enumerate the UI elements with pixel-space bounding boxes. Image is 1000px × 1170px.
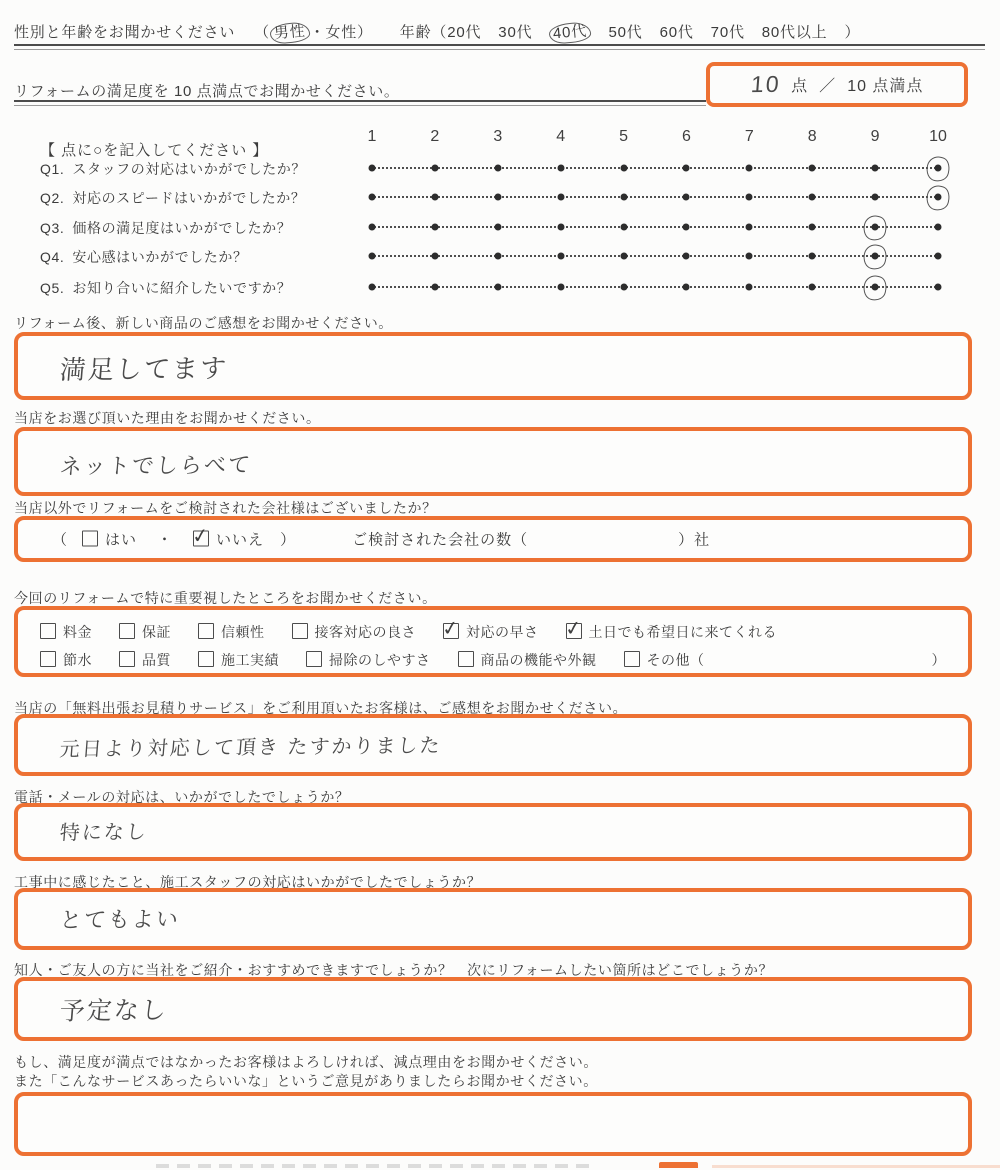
checkbox-label: 商品の機能や外観 [480, 652, 597, 668]
rating-dot [431, 284, 438, 291]
other-close-paren: ） [931, 652, 946, 668]
rating-dot [935, 253, 942, 260]
priorities-row2 [40, 650, 946, 670]
rating-instruction: 【 点に○を記入してください 】 [40, 142, 269, 159]
score-max-label: 10 点満点 [847, 78, 924, 95]
age-option: 20代 [447, 24, 482, 41]
rating-dot [683, 224, 690, 231]
checkbox-unchecked [198, 651, 214, 667]
rating-dotted-line [374, 226, 936, 228]
rating-question-label [40, 159, 306, 179]
checkbox-item [119, 622, 171, 642]
reason-label: 当店をお選び頂いた理由をお聞かせください。 [14, 410, 321, 426]
rating-dot [557, 165, 564, 172]
rating-question-id: Q5. [40, 280, 65, 296]
rating-question-id: Q3. [40, 220, 65, 236]
rating-dot [369, 253, 376, 260]
checkbox-item [292, 622, 417, 642]
rating-question-text: スタッフの対応はいかがでしたか？ [72, 161, 306, 177]
rating-dotted-line [374, 255, 936, 257]
scale-number: 7 [744, 128, 754, 145]
competitors-label: 当店以外でリフォームをご検討された会社様はございましたか？ [14, 500, 437, 516]
rating-dot [494, 194, 501, 201]
estimate-service-answer-box [14, 714, 972, 776]
rating-dot [620, 253, 627, 260]
yes-checkbox [82, 531, 98, 547]
rating-dot [935, 284, 942, 291]
checkbox-item [198, 650, 279, 670]
competitors-yes: はい [82, 529, 137, 550]
rating-dot [746, 194, 753, 201]
deduction-label-line1: もし、満足度が満点ではなかったお客様はよろしければ、減点理由をお聞かせください。 [14, 1054, 598, 1070]
bottom-cutoff-orange-mark [659, 1162, 698, 1168]
gender-age-question [14, 21, 860, 43]
checkbox-label: 接客対応の良さ [314, 624, 416, 640]
rating-dot [683, 165, 690, 172]
deduction-answer-box [14, 1092, 972, 1156]
checkbox-label: 施工実績 [221, 652, 279, 668]
age-group: 年齢（20代 30代 40代 50代 60代 70代 80代以上 ） [400, 24, 860, 41]
rating-scale [372, 186, 938, 208]
checkbox-unchecked [119, 651, 135, 667]
score-circle-mark [924, 183, 952, 213]
rating-dot [494, 284, 501, 291]
checkbox-unchecked [306, 651, 322, 667]
scale-number: 2 [430, 128, 440, 145]
rating-dot [809, 253, 816, 260]
rating-dot [809, 224, 816, 231]
rating-dot [369, 165, 376, 172]
competitors-no: ✓ いいえ [193, 529, 264, 550]
gender-age-label: 性別と年齢をお聞かせください [14, 24, 236, 41]
bottom-cutoff-text [156, 1164, 596, 1168]
rating-question-text: お知り合いに紹介したいですか？ [72, 280, 292, 296]
checkbox-item [443, 622, 539, 642]
rating-question-text: 価格の満足度はいかがでしたか？ [72, 220, 292, 236]
rating-question-label [40, 188, 305, 208]
rating-dot [746, 224, 753, 231]
no-checkbox [193, 531, 209, 547]
checkbox-item [119, 650, 171, 670]
age-option-selected: 40代 [549, 21, 593, 45]
priorities-label: 今回のリフォームで特に重要視したところをお聞かせください。 [14, 590, 437, 606]
rating-scale [372, 216, 938, 238]
rating-dot [494, 253, 501, 260]
scale-number: 8 [807, 128, 817, 145]
rating-row [40, 276, 940, 298]
rating-question-id: Q2. [40, 190, 65, 206]
checkbox-label: 保証 [142, 624, 171, 640]
rating-dot [872, 165, 879, 172]
satisfaction-score-box: 10 点 ／ 10 点満点 [706, 62, 968, 107]
referral-answer: 予定なし [58, 996, 169, 1026]
rating-dot [431, 194, 438, 201]
rating-dot [746, 253, 753, 260]
checkbox-unchecked [40, 651, 56, 667]
rating-question-text: 安心感はいかがでしたか？ [72, 249, 248, 265]
competitors-row: （ はい ・ ✓ いいえ ） ご検討された会社の数（ ）社 [52, 529, 948, 550]
rating-question-id: Q4. [40, 249, 65, 265]
impression-answer: 満足してます [58, 353, 230, 385]
checkbox-unchecked [458, 651, 474, 667]
impression-answer-box [14, 332, 972, 400]
rating-dot [494, 224, 501, 231]
checkbox-item [458, 650, 597, 670]
rating-dot [557, 284, 564, 291]
rating-dot [431, 165, 438, 172]
score-circle-mark [924, 154, 952, 184]
scale-number: 5 [619, 128, 628, 145]
scale-number: 3 [493, 128, 503, 145]
gender-group: （ 男性 ・女性） [254, 24, 378, 41]
rating-dot [369, 224, 376, 231]
rating-scale [372, 157, 938, 179]
impression-label: リフォーム後、新しい商品のご感想をお聞かせください。 [14, 315, 393, 331]
checkbox-item [40, 622, 92, 642]
rating-dot [620, 224, 627, 231]
rating-dot [746, 284, 753, 291]
rating-dot [369, 284, 376, 291]
checkbox-item [306, 650, 431, 670]
rating-scale [372, 245, 938, 267]
header-divider [14, 44, 985, 50]
priorities-row1 [40, 622, 946, 642]
scale-number: 6 [681, 128, 691, 145]
rating-scale [372, 276, 938, 298]
rating-question-label [40, 247, 248, 267]
rating-dot [369, 194, 376, 201]
checkbox-unchecked [119, 623, 135, 639]
reason-answer-box [14, 427, 972, 496]
checkbox-label: 節水 [63, 652, 92, 668]
age-option: 80代以上 [761, 24, 828, 41]
age-option: 50代 [608, 24, 643, 41]
company-count-value [528, 538, 678, 540]
checkbox-checked [566, 623, 582, 639]
rating-question-label [40, 218, 291, 238]
referral-answer-box [14, 977, 972, 1041]
rating-dot [809, 194, 816, 201]
reason-answer: ネットでしらべて [58, 451, 253, 480]
satisfaction-question: リフォームの満足度を 10 点満点でお聞かせください。 [14, 83, 400, 100]
rating-dot [620, 194, 627, 201]
phone-mail-label: 電話・メールの対応は、いかがでしたでしょうか？ [14, 789, 350, 805]
scale-number: 9 [870, 128, 880, 145]
checkbox-label: 料金 [63, 624, 92, 640]
age-options [447, 24, 844, 41]
rating-dot [494, 165, 501, 172]
rating-dot [935, 224, 942, 231]
scale-number: 1 [367, 128, 377, 145]
score-circle-mark [861, 273, 889, 303]
checkbox-unchecked [198, 623, 214, 639]
checkbox-item [198, 622, 265, 642]
checkbox-label: 対応の早さ [466, 624, 539, 640]
checkbox-unchecked [40, 623, 56, 639]
checkbox-label: 土日でも希望日に来てくれる [588, 624, 777, 640]
rating-dot [683, 253, 690, 260]
checkbox-item [566, 622, 778, 642]
rating-row [40, 186, 940, 208]
rating-dot [809, 165, 816, 172]
construction-label: 工事中に感じたこと、施工スタッフの対応はいかがでしたでしょうか？ [14, 874, 482, 890]
rating-dot [557, 253, 564, 260]
rating-dotted-line [374, 167, 936, 169]
checkbox-item [624, 650, 705, 670]
construction-answer-box [14, 888, 972, 950]
rating-dot [431, 224, 438, 231]
age-option: 30代 [498, 24, 533, 41]
rating-dot [683, 194, 690, 201]
phone-mail-answer: 特になし [58, 821, 149, 845]
rating-scale-numbers [367, 128, 947, 148]
checkbox-label: 掃除のしやすさ [329, 652, 431, 668]
rating-row [40, 245, 940, 267]
score-handwritten: 10 [749, 70, 782, 98]
checkbox-checked [443, 623, 459, 639]
rating-dot [872, 194, 879, 201]
age-option: 60代 [659, 24, 694, 41]
rating-row [40, 216, 940, 238]
rating-dotted-line [374, 286, 936, 288]
age-label: 年齢（ [399, 24, 448, 41]
rating-dot [620, 284, 627, 291]
deduction-label-line2: また「こんなサービスあったらいいな」というご意見がありましたらお聞かせください。 [14, 1073, 598, 1089]
gender-male-circled: 男性 [269, 21, 310, 45]
checkbox-unchecked [292, 623, 308, 639]
rating-dot [683, 284, 690, 291]
estimate-service-answer: 元日より対応して頂き たすかりました [58, 735, 443, 761]
checkbox-label: その他（ [646, 652, 705, 668]
rating-dot [557, 194, 564, 201]
phone-mail-answer-box [14, 803, 972, 861]
rating-dot [809, 284, 816, 291]
scale-number: 4 [556, 128, 566, 145]
rating-dot [557, 224, 564, 231]
gender-female: 女性 [325, 24, 358, 41]
score-circle-mark [861, 213, 889, 243]
scale-number: 10 [929, 128, 947, 145]
age-option: 70代 [710, 24, 745, 41]
rating-question-text: 対応のスピードはいかがでしたか？ [72, 190, 306, 206]
rating-question-id: Q1. [40, 161, 65, 177]
priorities-box [14, 606, 972, 677]
checkbox-unchecked [624, 651, 640, 667]
construction-answer: とてもよい [58, 906, 181, 933]
rating-dotted-line [374, 196, 936, 198]
company-count-label: ご検討された会社の数（ [352, 531, 529, 549]
referral-label: 知人・ご友人の方に当社をご紹介・おすすめできますでしょうか？ 次にリフォームしたい箇所はどこでしょうか？ [14, 962, 774, 978]
rating-question-label [40, 278, 291, 298]
rating-dot [746, 165, 753, 172]
checkbox-item [40, 650, 92, 670]
estimate-service-label: 当店の「無料出張お見積りサービス」をご利用頂いたお客様は、ご感想をお聞かせください。 [14, 700, 628, 716]
bottom-cutoff-orange-faint [712, 1165, 1000, 1168]
satisfaction-divider [14, 100, 706, 106]
rating-row [40, 157, 940, 179]
competitors-answer-box [14, 516, 972, 562]
rating-dot [620, 165, 627, 172]
score-circle-mark [861, 242, 889, 272]
checkbox-label: 信頼性 [221, 624, 265, 640]
checkbox-label: 品質 [142, 652, 171, 668]
rating-dot [431, 253, 438, 260]
